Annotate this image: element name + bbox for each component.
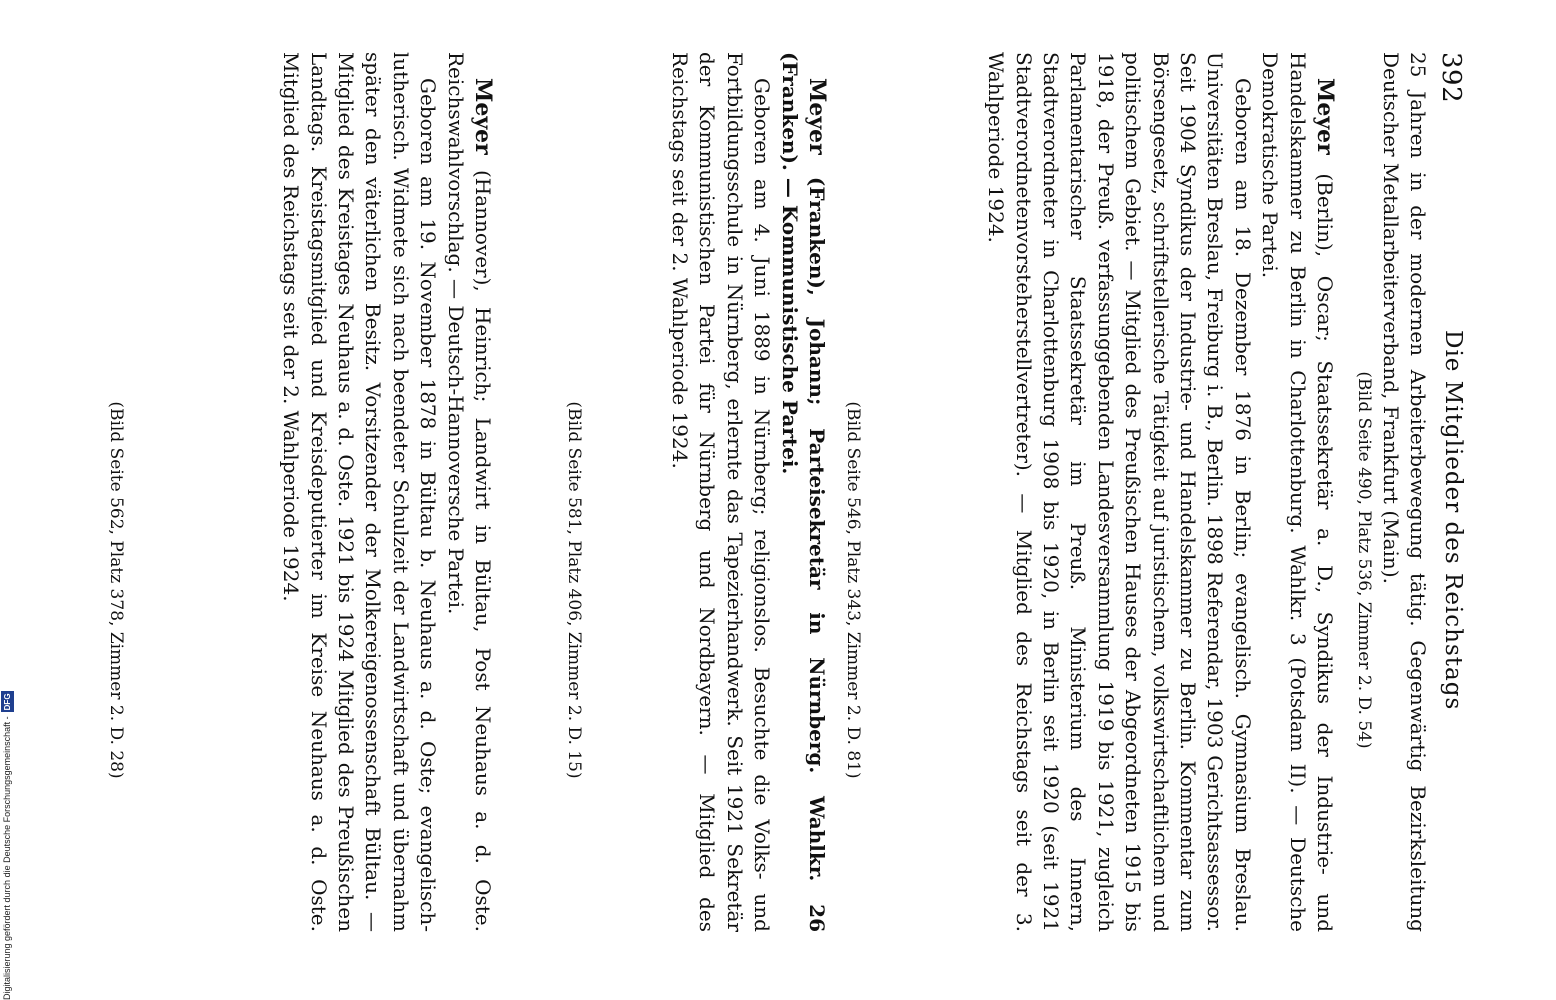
picture-reference: (Bild Seite 581, Platz 406, Zimmer 2. D. 15) xyxy=(564,401,584,779)
picture-reference: (Bild Seite 490, Platz 536, Zimmer 2. D. 54) xyxy=(1354,371,1374,749)
entry-meyer-hannover xyxy=(277,52,496,932)
entry-name: Meyer xyxy=(1312,78,1338,155)
picture-reference: (Bild Seite 546, Platz 343, Zimmer 2. D. 81) xyxy=(843,401,863,779)
entry-title-line: (Hannover), Heinrich; Landwirt in Bültau, Post Neuhaus a. d. Oste. Reichswahlvorschlag. — Deutsch-Hannoversche Partei. xyxy=(443,52,495,932)
entry-meyer-franken xyxy=(666,52,830,932)
entry-body: Geboren am 4. Juni 1889 in Nürnberg; religionslos. Besuchte die Volks- und Fortbildungsschule in Nürnberg, erlernte das Tapezierhandwerk. Seit 1921 Sekretär der Kommunistischen Partei für Nürnberg und Nordbayern. — Mitglied des Reichstags seit der 2. Wahlperiode 1924. xyxy=(667,52,775,932)
entry-meyer-berlin xyxy=(982,52,1338,932)
entry-title-line: (Franken), Johann; Parteisekretär in Nürnberg. Wahlkr. 26 (Franken). — Kommunistische Partei. xyxy=(777,52,829,932)
entry-title-line: (Berlin), Oscar; Staatssekretär a. D., Syndikus der Industrie- und Handelskammer zu Berlin in Charlottenburg. Wahlkr. 3 (Potsdam II). — Deutsche Demokratische Partei. xyxy=(1258,52,1337,932)
page-number: 392 xyxy=(1436,52,1466,104)
entry-name: Meyer xyxy=(470,78,496,155)
continuation-text: 25 Jahren in der modernen Arbeiterbewegung tätig. Gegenwärtig Bezirksleitung Deutscher Metallarbeiterverband, Frankfurt (Main). xyxy=(1378,52,1430,932)
credit-text: Digitalisierung gefördert durch die Deutsche Forschungsgemeinschaft - xyxy=(2,716,12,1000)
digitization-credit xyxy=(0,560,14,1000)
entry-body: Geboren am 19. November 1878 in Bültau b. Neuhaus a. d. Oste; evangelisch-lutherisch. Widmete sich nach beendeter Schulzeit der Landwirtschaft und übernahm später den väterlichen Besitz. Vorsitzender der Molkereigenossenschaft Bültau. — Mitglied des Kreistages Neuhaus a. d. Oste. 1921 bis 1924 Mitglied des Preußischen Landtags. Kreistagsmitglied und Kreisdeputierter im Kreise Neuhaus a. d. Oste. Mitglied des Reichstags seit der 2. Wahlperiode 1924. xyxy=(279,52,441,932)
entry-body: Geboren am 18. Dezember 1876 in Berlin; evangelisch. Gymnasium Breslau. Universitäten Breslau, Freiburg i. B., Berlin. 1898 Referendar, 1903 Gerichtsassessor. Seit 1904 Syndikus der Industrie- und Handelskammer zu Berlin. Kommentar zum Börsengesetz, schriftstellerische Tätigkeit auf juristischem, volkswirtschaftlichem und politischem Gebiet. — Mitglied des Preußischen Hauses der Abgeordneten 1915 bis 1918, der Preuß. verfassunggebenden Landesversammlung 1919 bis 1921, zugleich Parlamentarischer Staatssekretär im Preuß. Ministerium des Innern, Stadtverordneter in Charlottenburg 1908 bis 1920, in Berlin seit 1920 (seit 1921 Stadtverordnetenvorsteherstellvertreter). — Mitglied des Reichstags seit der 3. Wahlperiode 1924. xyxy=(984,52,1255,932)
dfg-logo: DFG xyxy=(1,691,14,712)
entry-name: Meyer xyxy=(804,78,830,155)
picture-reference: (Bild Seite 562, Platz 378, Zimmer 2. D. 28) xyxy=(106,401,126,779)
running-title: Die Mitglieder des Reichstags xyxy=(1440,330,1466,711)
entry-continuation xyxy=(1376,52,1431,932)
